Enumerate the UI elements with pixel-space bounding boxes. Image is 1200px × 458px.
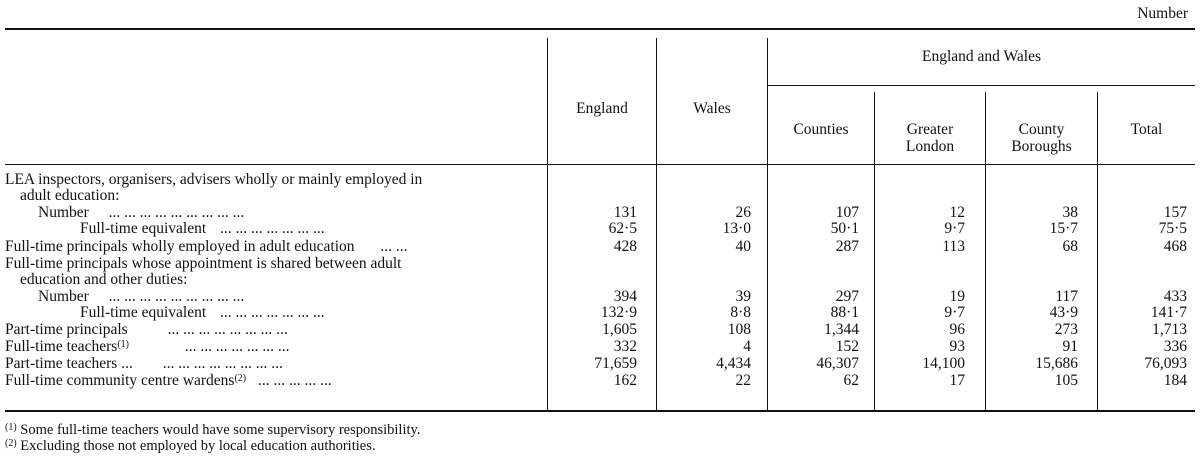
- cell-greater-london: 113: [942, 238, 965, 255]
- row-label: [38, 205, 244, 221]
- unit-label: Number: [1137, 5, 1188, 22]
- cell-county-boroughs: 43·9: [1049, 304, 1078, 321]
- row-label-text: Full-time equivalent: [80, 304, 207, 321]
- cell-wales: 8·8: [730, 304, 751, 321]
- bottom-rule: [5, 410, 1195, 412]
- row-leader-dots: ... ... ... ... ... ... ... ...: [167, 321, 288, 338]
- header-greater-london-line1: Greater: [906, 121, 954, 138]
- row-leader-dots: ... ... ... ... ...: [257, 372, 332, 389]
- cell-wales: 4,434: [716, 355, 751, 372]
- cell-county-boroughs: 15·7: [1049, 220, 1078, 237]
- header-wales: Wales: [693, 100, 731, 117]
- row-label-text: Full-time equivalent: [80, 220, 207, 237]
- top-rule: [5, 28, 1195, 30]
- footnote-1: [5, 422, 420, 438]
- section-shared-line1: Full-time principals whose appointment is shared between adult: [5, 255, 402, 272]
- row-leader-dots: ... ...: [380, 238, 408, 255]
- row-leader-dots: ... ... ... ... ... ... ...: [220, 304, 325, 321]
- cell-wales: 26: [735, 204, 751, 221]
- cell-greater-london: 17: [949, 372, 965, 389]
- cell-total: 141·7: [1150, 304, 1187, 321]
- cell-county-boroughs: 38: [1062, 204, 1078, 221]
- header-county-boroughs: [986, 121, 1097, 155]
- header-county-boroughs-line2: Boroughs: [1011, 138, 1072, 155]
- cell-counties: 46,307: [816, 355, 859, 372]
- cell-counties: 1,344: [824, 321, 859, 338]
- header-england: England: [576, 100, 628, 117]
- cell-counties: 287: [835, 238, 859, 255]
- cell-county-boroughs: 117: [1055, 288, 1078, 305]
- cell-england: 131: [613, 204, 637, 221]
- footnote-text: Some full-time teachers would have some supervisory responsibility.: [20, 422, 421, 438]
- cell-greater-london: 19: [949, 288, 965, 305]
- row-label: [5, 322, 288, 338]
- row-label-text: Full-time community centre wardens: [5, 372, 235, 389]
- cell-greater-london: 14,100: [922, 355, 965, 372]
- header-county-boroughs-line1: County: [1018, 121, 1065, 138]
- section-shared-line2: education and other duties:: [20, 271, 188, 288]
- cell-counties: 62: [843, 372, 859, 389]
- cell-england: 332: [613, 338, 637, 355]
- footnote-text: Excluding those not employed by local education authorities.: [20, 438, 376, 454]
- header-total: Total: [1130, 121, 1163, 138]
- cell-wales: 108: [727, 321, 751, 338]
- cell-greater-london: 12: [949, 204, 965, 221]
- footnote-mark: (1): [5, 422, 17, 433]
- cell-wales: 40: [735, 238, 751, 255]
- cell-greater-london: 9·7: [944, 220, 965, 237]
- col-divider-6: [1097, 92, 1098, 410]
- cell-wales: 39: [735, 288, 751, 305]
- cell-england: 1,605: [602, 321, 637, 338]
- cell-county-boroughs: 273: [1054, 321, 1078, 338]
- cell-total: 468: [1163, 238, 1187, 255]
- cell-counties: 297: [835, 288, 859, 305]
- header-greater-london: [875, 121, 985, 155]
- cell-county-boroughs: 68: [1062, 238, 1078, 255]
- cell-greater-london: 9·7: [944, 304, 965, 321]
- row-leader-dots: ... ... ... ... ... ... ... ...: [162, 355, 283, 372]
- cell-greater-london: 93: [949, 338, 965, 355]
- row-label-text: Part-time teachers ...: [5, 355, 133, 372]
- row-label: [5, 239, 408, 255]
- cell-england: 162: [613, 372, 637, 389]
- row-label: [5, 373, 332, 389]
- row-label: [5, 339, 290, 355]
- cell-england: 62·5: [608, 220, 637, 237]
- header-bottom-rule: [5, 164, 1195, 165]
- cell-greater-london: 96: [949, 321, 965, 338]
- cell-county-boroughs: 15,686: [1035, 355, 1078, 372]
- cell-england: 132·9: [600, 304, 637, 321]
- row-label-text: Part-time principals: [5, 321, 128, 338]
- row-label-text: Full-time teachers: [5, 338, 118, 355]
- cell-total: 1,713: [1152, 321, 1187, 338]
- row-label: [5, 356, 283, 372]
- cell-england: 71,659: [594, 355, 637, 372]
- section-lea-line2: adult education:: [20, 187, 120, 204]
- header-greater-london-line2: London: [905, 138, 955, 155]
- cell-counties: 50·1: [830, 220, 859, 237]
- cell-england: 394: [613, 288, 637, 305]
- row-label-text: Number: [38, 288, 89, 305]
- row-leader-dots: ... ... ... ... ... ... ...: [184, 338, 290, 355]
- cell-wales: 13·0: [722, 220, 751, 237]
- row-label-text: Full-time principals wholly employed in adult education: [5, 238, 355, 255]
- cell-total: 75·5: [1158, 220, 1187, 237]
- cell-wales: 4: [743, 338, 751, 355]
- col-divider-2: [656, 38, 657, 410]
- row-leader-dots: ... ... ... ... ... ... ...: [220, 220, 325, 237]
- cell-county-boroughs: 105: [1054, 372, 1078, 389]
- cell-counties: 107: [835, 204, 859, 221]
- header-counties: Counties: [793, 121, 849, 138]
- cell-counties: 88·1: [830, 304, 859, 321]
- cell-counties: 152: [835, 338, 859, 355]
- cell-total: 157: [1163, 204, 1187, 221]
- row-label: [80, 305, 325, 321]
- cell-county-boroughs: 91: [1062, 338, 1078, 355]
- footnote-2: [5, 438, 375, 454]
- row-leader-dots: ... ... ... ... ... ... ... ... ...: [108, 288, 245, 305]
- section-lea-line1: LEA inspectors, organisers, advisers wholly or mainly employed in: [5, 171, 423, 188]
- cell-wales: 22: [735, 372, 751, 389]
- footnote-ref: (1): [117, 339, 130, 350]
- cell-total: 336: [1163, 338, 1187, 355]
- cell-total: 76,093: [1144, 355, 1187, 372]
- row-label: [80, 221, 325, 237]
- row-label-text: Number: [38, 204, 89, 221]
- footnote-ref: (2): [234, 373, 247, 384]
- group-header-rule: [768, 85, 1195, 86]
- header-england-and-wales: England and Wales: [922, 48, 1041, 65]
- cell-total: 184: [1163, 372, 1187, 389]
- cell-england: 428: [613, 238, 637, 255]
- col-divider-1: [547, 38, 548, 410]
- cell-total: 433: [1163, 288, 1187, 305]
- row-label: [38, 289, 244, 305]
- footnote-mark: (2): [5, 438, 17, 449]
- row-leader-dots: ... ... ... ... ... ... ... ... ...: [108, 204, 245, 221]
- col-divider-3: [767, 38, 768, 410]
